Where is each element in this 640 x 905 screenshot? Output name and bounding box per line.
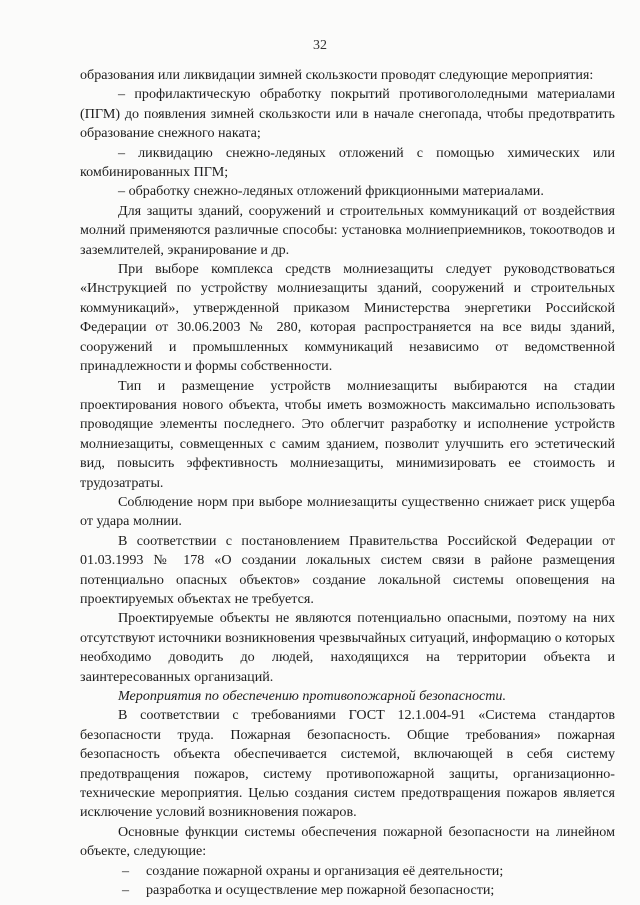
- paragraph: В соответствии с требованиями ГОСТ 12.1.004-91 «Система стандартов безопасности труда. Пожарная безопасность. Общие требования» пожарная безопасность объекта обеспечивается системой, включающей в себя систему предотвращения пожаров, систему противопожарной защиты, организационно-технические мероприятия. Целью создания систем предотвращения пожаров является исключение условий возникновения пожаров.: [80, 707, 615, 821]
- dash-marker: –: [122, 882, 130, 899]
- paragraph: образования или ликвидации зимней скользкости проводят следующие мероприятия:: [80, 67, 594, 83]
- page-number: 32: [313, 38, 327, 53]
- paragraph: – обработку снежно-ледяных отложений фрикционными материалами.: [118, 183, 544, 200]
- paragraph: Для защиты зданий, сооружений и строительных коммуникаций от воздействия молний применяются различные способы: установка молниеприемников, токоотводов и заземлителей, экранирование и др.: [80, 202, 615, 258]
- paragraph: Тип и размещение устройств молниезащиты выбираются на стадии проектирования нового объекта, чтобы иметь возможность максимально использовать проводящие элементы последнего. Это облегчит разработку и исполнение устройств молниезащиты, совмещенных с самим зданием, позволит улучшить его эстетический вид, повысить эффективность молниезащиты, минимизировать ее стоимость и трудозатраты.: [80, 377, 615, 491]
- document-body: [80, 66, 615, 900]
- paragraph: – ликвидацию снежно-ледяных отложений с помощью химических или комбинированных ПГМ;: [80, 144, 615, 181]
- dash-marker: –: [122, 862, 130, 879]
- paragraph: Проектируемые объекты не являются потенциально опасными, поэтому на них отсутствуют источники возникновения чрезвычайных ситуаций, информацию о которых необходимо доводить до людей, находящихся на территории объекта и заинтересованных организаций.: [80, 610, 615, 685]
- list-item: [80, 881, 615, 900]
- paragraph: При выборе комплекса средств молниезащиты следует руководствоваться «Инструкцией по устройству молниезащиты зданий, сооружений и строительных коммуникаций», утвержденной приказом Министерства энергетики Российской Федерации от 30.06.2003 № 280, которая распространяется на все виды зданий, сооружений и промышленных коммуникаций независимо от ведомственной принадлежности и формы собственности.: [80, 261, 615, 375]
- section-heading: Мероприятия по обеспечению противопожарной безопасности.: [118, 688, 506, 704]
- paragraph: – профилактическую обработку покрытий противогололедными материалами (ПГМ) до появления зимней скользкости или в начале снегопада, чтобы предотвратить образование снежного наката;: [80, 86, 615, 142]
- paragraph: Соблюдение норм при выборе молниезащиты существенно снижает риск ущерба от удара молнии.: [80, 493, 615, 530]
- paragraph: В соответствии с постановлением Правительства Российской Федерации от 01.03.1993 № 178 «О создании локальных систем связи в районе размещения потенциально опасных объектов» создание локальной системы оповещения на проектируемых объектах не требуется.: [80, 532, 615, 607]
- list-item-text: создание пожарной охраны и организация её деятельности;: [146, 862, 504, 879]
- list-item: [80, 862, 615, 881]
- list-item-text: разработка и осуществление мер пожарной безопасности;: [146, 882, 495, 899]
- paragraph: Основные функции системы обеспечения пожарной безопасности на линейном объекте, следующие:: [80, 823, 615, 860]
